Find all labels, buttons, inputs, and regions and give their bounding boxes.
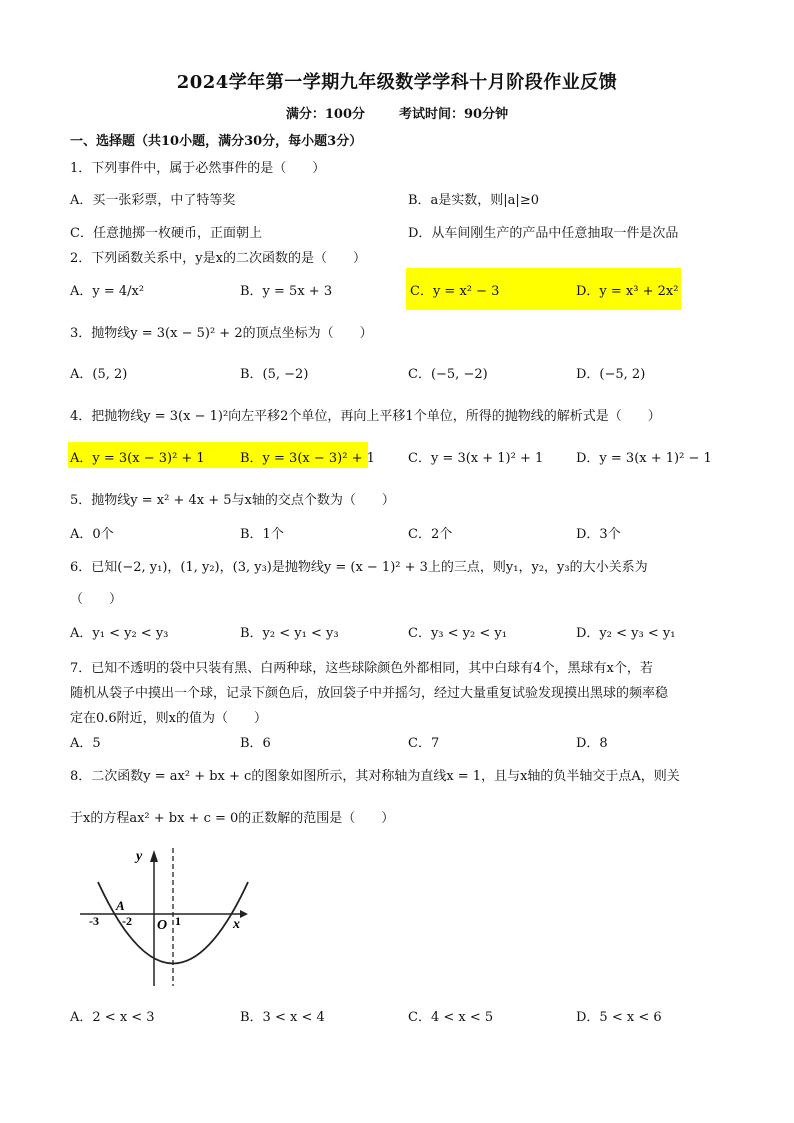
q8-option-a[interactable]: A．2 < x < 3 — [70, 1010, 155, 1025]
q3-option-c[interactable]: C．(−5, −2) — [408, 367, 488, 382]
question-7-stem-cont: 随机从袋子中摸出一个球，记录下颜色后，放回袋子中并摇匀，经过大量重复试验发现摸出黑球的频率稳 — [70, 686, 669, 701]
question-7-stem-cont2: 定在0.6附近，则x的值为（ ） — [70, 711, 268, 726]
point-a-label: A — [116, 898, 125, 913]
page-title: 2024学年第一学期九年级数学学科十月阶段作业反馈 — [176, 72, 618, 93]
q4-option-c[interactable]: C．y = 3(x + 1)² + 1 — [408, 451, 544, 466]
q8-option-c[interactable]: C．4 < x < 5 — [408, 1010, 494, 1025]
q4-option-b[interactable]: B．y = 3(x − 3)² + 1 — [240, 451, 375, 466]
q2-option-a[interactable]: A．y = 4/x² — [70, 284, 145, 299]
question-3-stem: 3．抛物线y = 3(x − 5)² + 2的顶点坐标为（ ） — [70, 326, 373, 341]
q3-option-b[interactable]: B．(5, −2) — [240, 367, 309, 382]
y-arrow — [150, 850, 158, 862]
section-heading: 一、选择题（共10小题，满分30分，每小题3分） — [70, 134, 363, 149]
q3-option-d[interactable]: D．(−5, 2) — [576, 367, 646, 382]
origin-label: O — [157, 918, 168, 933]
question-6-stem-cont: （ ） — [70, 592, 123, 607]
question-4-stem: 4．把抛物线y = 3(x − 1)²向左平移2个单位，再向上平移1个单位，所得的抛物线的解析式是（ ） — [70, 409, 661, 424]
q1-option-d[interactable]: D．从车间刚生产的产品中任意抽取一件是次品 — [408, 226, 679, 241]
q2-option-c[interactable]: C．y = x² − 3 — [410, 284, 500, 299]
q1-option-a[interactable]: A．买一张彩票，中了特等奖 — [70, 193, 236, 208]
question-8-stem-cont: 于x的方程ax² + bx + c = 0的正数解的范围是（ ） — [70, 811, 395, 826]
question-7-stem: 7．已知不透明的袋中只装有黑、白两种球，这些球除颜色外都相同，其中白球有4个，黑球有x个，若 — [70, 661, 653, 676]
exam-time: 考试时间：90分钟 — [399, 107, 509, 122]
question-6-stem: 6．已知(−2, y₁)，(1, y₂)，(3, y₃)是抛物线y = (x − 1)² + 3上的三点，则y₁，y₂，y₃的大小关系为 — [70, 560, 648, 575]
q2-option-d[interactable]: D．y = x³ + 2x² — [576, 284, 679, 299]
q2-option-b[interactable]: B．y = 5x + 3 — [240, 284, 333, 299]
tick-neg3: -3 — [89, 914, 99, 928]
q6-option-d[interactable]: D．y₂ < y₃ < y₁ — [576, 626, 676, 641]
q7-option-c[interactable]: C．7 — [408, 736, 440, 751]
q7-option-a[interactable]: A．5 — [70, 736, 101, 751]
q3-option-a[interactable]: A．(5, 2) — [70, 367, 128, 382]
question-5-stem: 5．抛物线y = x² + 4x + 5与x轴的交点个数为（ ） — [70, 493, 395, 508]
q5-option-b[interactable]: B．1个 — [240, 527, 284, 542]
q5-option-a[interactable]: A．0个 — [70, 527, 114, 542]
q5-option-d[interactable]: D．3个 — [576, 527, 621, 542]
q6-option-b[interactable]: B．y₂ < y₁ < y₃ — [240, 626, 339, 641]
question-2-stem: 2．下列函数关系中，y是x的二次函数的是（ ） — [70, 251, 366, 266]
parabola-figure — [76, 840, 256, 990]
q8-option-d[interactable]: D．5 < x < 6 — [576, 1010, 662, 1025]
q5-option-c[interactable]: C．2个 — [408, 527, 453, 542]
q8-option-b[interactable]: B．3 < x < 4 — [240, 1010, 325, 1025]
tick-neg2: -2 — [122, 914, 132, 928]
q4-option-d[interactable]: D．y = 3(x + 1)² − 1 — [576, 451, 712, 466]
full-score: 满分：100分 — [285, 107, 366, 122]
q7-option-d[interactable]: D．8 — [576, 736, 608, 751]
question-8-stem: 8．二次函数y = ax² + bx + c的图象如图所示，其对称轴为直线x = 1，且与x轴的负半轴交于点A，则关 — [70, 769, 680, 784]
q6-option-a[interactable]: A．y₁ < y₂ < y₃ — [70, 626, 169, 641]
q6-option-c[interactable]: C．y₃ < y₂ < y₁ — [408, 626, 507, 641]
x-arrow — [240, 910, 248, 918]
question-1-stem: 1．下列事件中，属于必然事件的是（ ） — [70, 161, 326, 176]
exam-info — [0, 103, 794, 122]
q1-option-b[interactable]: B．a是实数，则|a|≥0 — [408, 193, 539, 208]
y-label: y — [136, 849, 143, 864]
q7-option-b[interactable]: B．6 — [240, 736, 271, 751]
tick-1: 1 — [175, 914, 181, 928]
q1-option-c[interactable]: C．任意抛掷一枚硬币，正面朝上 — [70, 226, 262, 241]
x-label: x — [233, 917, 240, 932]
q4-option-a[interactable]: A．y = 3(x − 3)² + 1 — [70, 451, 205, 466]
